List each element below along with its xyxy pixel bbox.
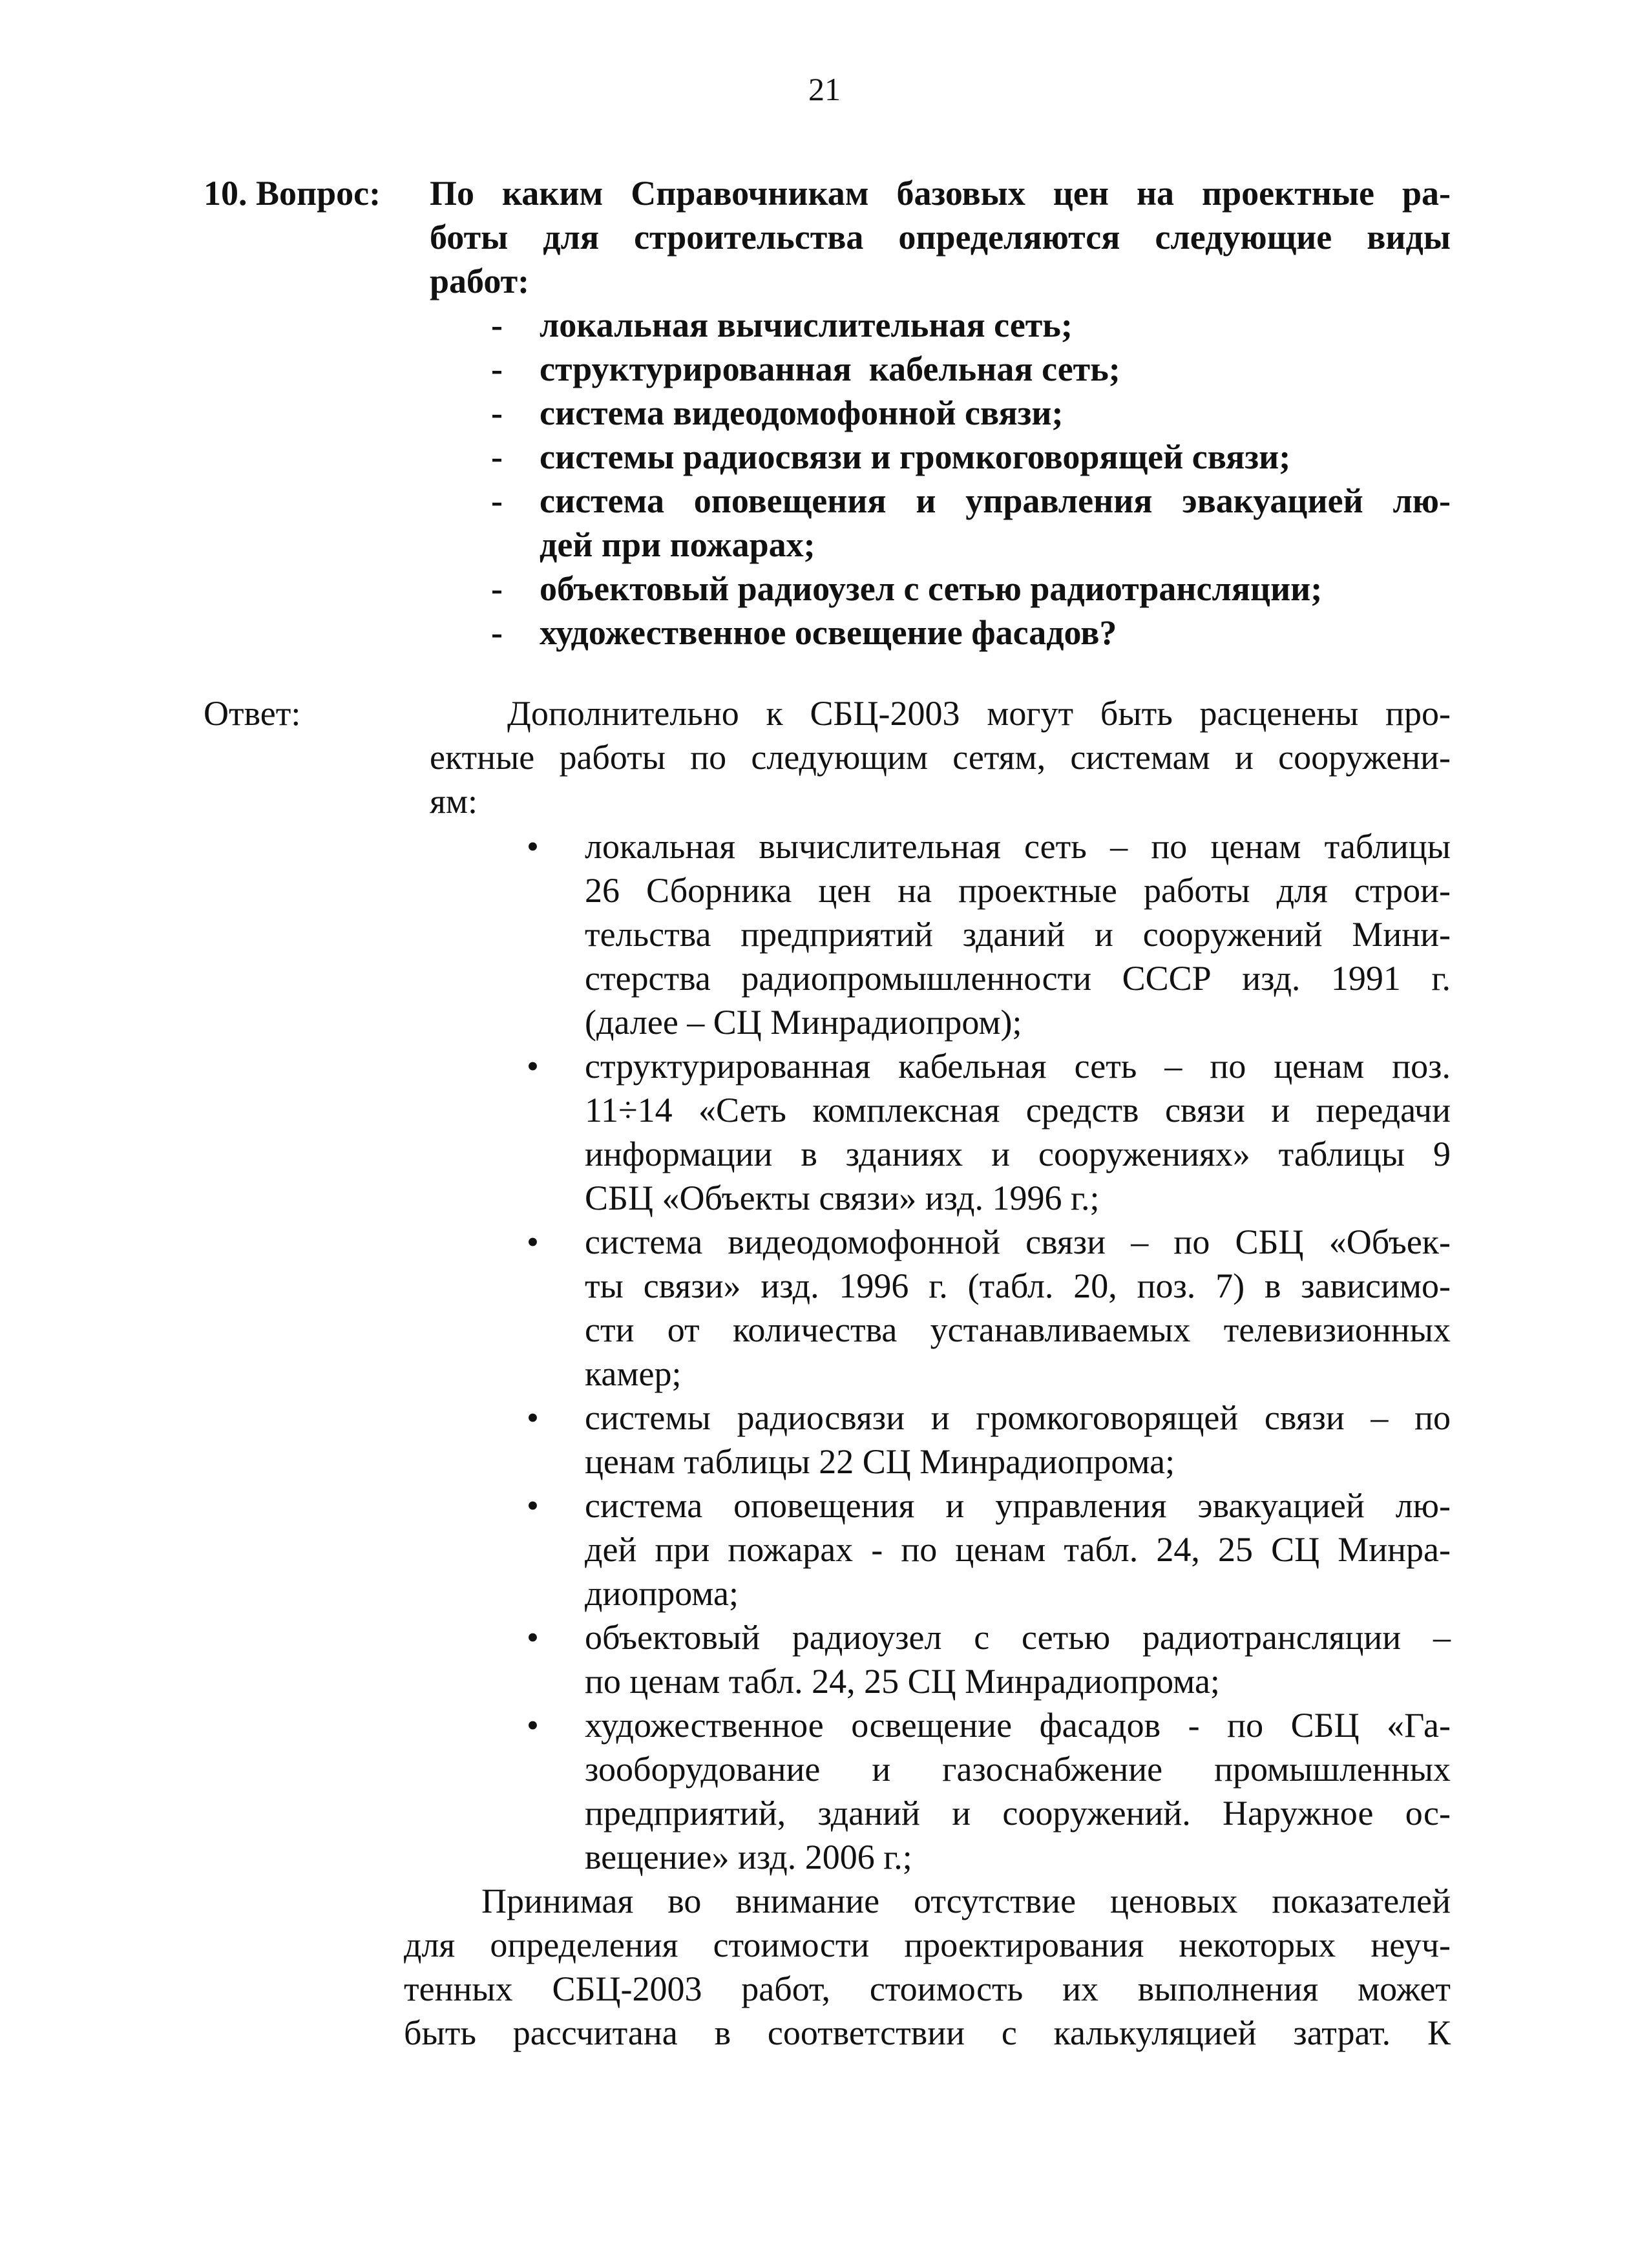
answer-item-text: объектовый радиоузел с сетью радиотрансляции – (585, 1618, 1451, 1657)
question-list-item (430, 303, 1451, 347)
dash-marker: - (491, 350, 503, 388)
answer-item-text: предприятий, зданий и сооружений. Наружное ос- (585, 1794, 1451, 1832)
answer-intro-line: ям: (430, 782, 478, 821)
answer-item-text: по ценам табл. 24, 25 СЦ Минрадиопрома; (585, 1662, 1220, 1701)
answer-closing-line: тенных СБЦ-2003 работ, стоимость их выполнения может (404, 1969, 1451, 2008)
dash-marker: - (491, 613, 503, 652)
answer-closing-line: Принимая во внимание отсутствие ценовых показателей (481, 1882, 1451, 1920)
answer-list-item (430, 1484, 1451, 1615)
bullet-marker: • (527, 1398, 539, 1437)
question-text-line: работ: (430, 262, 530, 300)
answer-item-text: художественное освещение фасадов - по СБЦ «Га- (585, 1706, 1451, 1745)
answer-intro-line: Дополнительно к СБЦ-2003 могут быть расценены про- (507, 694, 1451, 733)
answer-intro (430, 691, 1451, 823)
answer-list-item (430, 1615, 1451, 1703)
question-list-item (430, 567, 1451, 611)
bullet-marker: • (527, 1706, 539, 1745)
question-item-text: объектовый радиоузел с сетью радиотрансляции; (540, 569, 1323, 608)
dash-marker: - (491, 569, 503, 608)
page-number: 21 (808, 71, 841, 107)
answer-intro-line: ектные работы по следующим сетям, системам и сооружени- (430, 738, 1451, 777)
dash-marker: - (491, 394, 503, 432)
question-list-item (430, 435, 1451, 479)
question-block (430, 171, 1451, 655)
answer-item-text: 11÷14 «Сеть комплексная средств связи и передачи (585, 1091, 1451, 1129)
answer-item-text: системы радиосвязи и громкоговорящей связи – по (585, 1398, 1451, 1437)
answer-item-text: ты связи» изд. 1996 г. (табл. 20, поз. 7) в зависимо- (585, 1266, 1451, 1305)
answer-item-text: стерства радиопромышленности СССР изд. 1991 г. (585, 959, 1451, 998)
answer-item-text: сти от количества устанавливаемых телевизионных (585, 1310, 1451, 1349)
question-item-text: структурированная кабельная сеть; (540, 350, 1120, 388)
answer-closing-line: быть рассчитана в соответствии с калькуляцией затрат. К (404, 2013, 1451, 2052)
answer-item-text: локальная вычислительная сеть – по ценам таблицы (585, 827, 1451, 866)
dash-marker: - (491, 306, 503, 344)
question-text-line: боты для строительства определяются следующие виды (430, 218, 1451, 257)
question-text-line: По каким Справочникам базовых цен на проектные ра- (430, 174, 1451, 213)
bullet-marker: • (527, 1223, 539, 1261)
answer-list-item (430, 1703, 1451, 1879)
answer-item-text: структурированная кабельная сеть – по ценам поз. (585, 1047, 1451, 1086)
answer-item-text: информации в зданиях и сооружениях» таблицы 9 (585, 1135, 1451, 1173)
question-list-item (430, 391, 1451, 435)
question-list (430, 303, 1451, 655)
answer-list-item (430, 824, 1451, 1044)
answer-item-text: дей при пожарах - по ценам табл. 24, 25 СЦ Минра- (585, 1530, 1451, 1569)
question-label: 10. Вопрос: (204, 174, 381, 213)
question-item-text: система оповещения и управления эвакуацией лю- (540, 481, 1451, 520)
answer-list-item (430, 1044, 1451, 1220)
answer-item-text: диопрома; (585, 1574, 739, 1613)
answer-closing-line: для определения стоимости проектирования некоторых неуч- (404, 1926, 1451, 1964)
question-item-text: локальная вычислительная сеть; (540, 306, 1073, 344)
answer-item-text: 26 Сборника цен на проектные работы для строи- (585, 871, 1451, 910)
bullet-marker: • (527, 1618, 539, 1657)
answer-label: Ответ: (204, 694, 301, 733)
answer-item-text: зооборудование и газоснабжение промышленных (585, 1750, 1451, 1789)
dash-marker: - (491, 437, 503, 476)
answer-item-text: вещение» изд. 2006 г.; (585, 1838, 912, 1876)
question-item-text: система видеодомофонной связи; (540, 394, 1064, 432)
bullet-marker: • (527, 827, 539, 866)
answer-closing (404, 1879, 1451, 2055)
question-item-text: системы радиосвязи и громкоговорящей связи; (540, 437, 1291, 476)
answer-list-item (430, 1220, 1451, 1396)
answer-list (430, 824, 1451, 1879)
bullet-marker: • (527, 1486, 539, 1525)
answer-list-item (430, 1396, 1451, 1484)
answer-item-text: система видеодомофонной связи – по СБЦ «Объек- (585, 1223, 1451, 1261)
answer-item-text: ценам таблицы 22 СЦ Минрадиопрома; (585, 1442, 1175, 1481)
answer-item-text: СБЦ «Объекты связи» изд. 1996 г.; (585, 1179, 1100, 1217)
dash-marker: - (491, 481, 503, 520)
question-list-item (430, 611, 1451, 655)
question-item-text: художественное освещение фасадов? (540, 613, 1117, 652)
question-list-item (430, 479, 1451, 567)
answer-item-text: система оповещения и управления эвакуацией лю- (585, 1486, 1451, 1525)
question-list-item (430, 347, 1451, 391)
question-item-text: дей при пожарах; (540, 525, 815, 564)
answer-block (404, 691, 1451, 2055)
answer-item-text: тельства предприятий зданий и сооружений Мини- (585, 915, 1451, 954)
answer-item-text: (далее – СЦ Минрадиопром); (585, 1003, 1022, 1042)
bullet-marker: • (527, 1047, 539, 1086)
answer-item-text: камер; (585, 1354, 682, 1393)
